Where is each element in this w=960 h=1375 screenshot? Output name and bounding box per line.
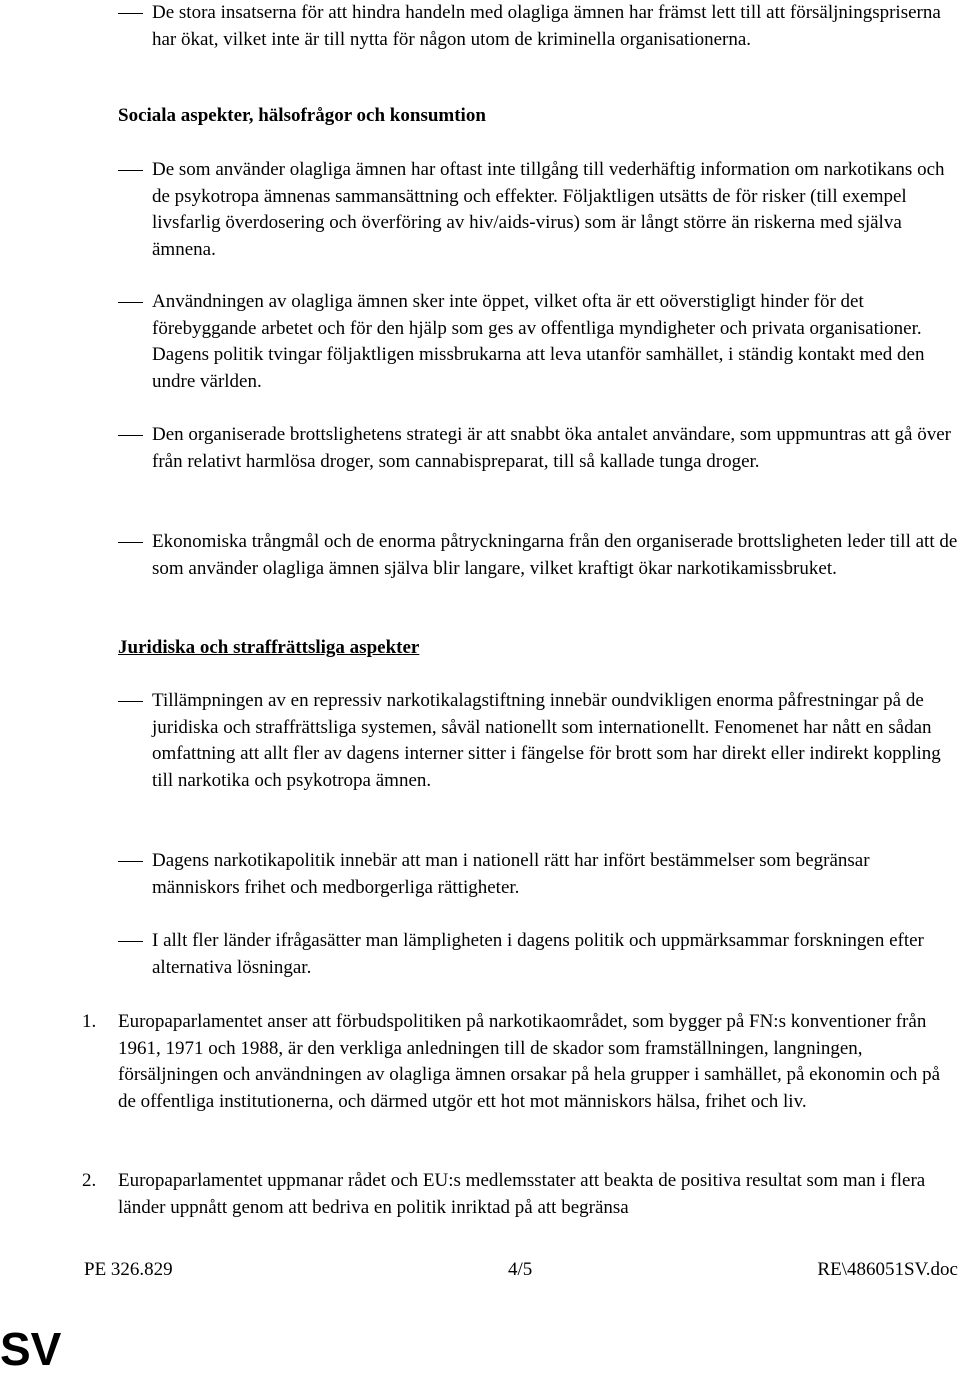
- paragraph-text: De stora insatserna för att hindra handeln med olagliga ämnen har främst lett till att försäljningspriserna har ökat, vilket inte är till nytta för någon utom de kriminella organisationerna.: [152, 2, 941, 50]
- paragraph-number: 2.: [82, 1170, 97, 1191]
- dash-marker: [118, 529, 152, 582]
- dash-item: [118, 289, 958, 395]
- paragraph-text: Ekonomiska trångmål och de enorma påtryckningarna från den organiserade brottsligheten leder till att de som använder olagliga ämnen själva blir langare, vilket kraftigt ökar narkotikamissbruket.: [152, 531, 958, 579]
- numbered-paragraph: [82, 1168, 958, 1221]
- dash-item: [118, 928, 958, 981]
- footer-document-name: RE\486051SV.doc: [817, 1259, 958, 1280]
- section-heading-legal: Juridiska och straffrättsliga aspekter: [118, 637, 420, 658]
- language-tag: SV: [0, 1323, 62, 1375]
- footer-reference: PE 326.829: [84, 1259, 173, 1280]
- paragraph-text: Europaparlamentet anser att förbudspolitiken på narkotikaområdet, som bygger på FN:s konventioner från 1961, 1971 och 1988, är den verkliga anledningen till de skador som framställningen, langningen, försäljningen och användningen av olagliga ämnen orsakar på hela grupper i samhället, på ekonomin och på de offentliga institutionerna, och därmed utgör ett hot mot människors hälsa, frihet och liv.: [118, 1011, 941, 1112]
- numbered-paragraph: [82, 1009, 958, 1115]
- dash-item: [118, 688, 958, 794]
- paragraph-text: Tillämpningen av en repressiv narkotikalagstiftning innebär oundvikligen enorma påfrestningar på de juridiska och straffrättsliga systemen, såväl nationellt som internationellt. Fenomenet har nått en sådan omfattning att allt fler av dagens interner sitter i fängelse för brott som har direkt eller indirekt koppling till narkotika och psykotropa ämnen.: [152, 690, 941, 791]
- paragraph-text: Dagens narkotikapolitik innebär att man i nationell rätt har infört bestämmelser som begränsar människors frihet och medborgerliga rättigheter.: [152, 850, 870, 898]
- paragraph-text: I allt fler länder ifrågasätter man lämpligheten i dagens politik och uppmärksammar forskningen efter alternativa lösningar.: [152, 930, 924, 978]
- dash-marker: [118, 688, 152, 794]
- dash-marker: [118, 0, 152, 53]
- dash-item: [118, 422, 958, 475]
- paragraph-text: Europaparlamentet uppmanar rådet och EU:s medlemsstater att beakta de positiva resultat som man i flera länder uppnått genom att bedriva en politik inriktad på att begränsa: [118, 1170, 926, 1218]
- dash-marker: [118, 157, 152, 263]
- dash-item: [118, 157, 958, 263]
- dash-item: [118, 0, 958, 53]
- paragraph-text: Den organiserade brottslighetens strategi är att snabbt öka antalet användare, som uppmuntras att gå över från relativt harmlösa droger, som cannabispreparat, till så kallade tunga droger.: [152, 424, 951, 472]
- dash-item: [118, 848, 958, 901]
- paragraph-number: 1.: [82, 1011, 97, 1032]
- dash-marker: [118, 928, 152, 981]
- paragraph-text: Användningen av olagliga ämnen sker inte öppet, vilket ofta är ett oöverstigligt hinder för det förebyggande arbetet och för den hjälp som ges av offentliga myndigheter och privata organisationer. Dagens politik tvingar följaktligen missbrukarna att leva utanför samhället, i ständig kontakt med den undre världen.: [152, 291, 925, 392]
- dash-item: [118, 529, 958, 582]
- dash-marker: [118, 422, 152, 475]
- dash-marker: [118, 848, 152, 901]
- dash-marker: [118, 289, 152, 395]
- paragraph-text: De som använder olagliga ämnen har oftast inte tillgång till vederhäftig information om narkotikans och de psykotropa ämnenas sammansättning och effekter. Följaktligen utsätts de för risker (till exempel livsfarlig överdosering och överföring av hiv/aids-virus) som är långt större än riskerna med själva ämnena.: [152, 159, 945, 260]
- page-footer: [84, 1257, 958, 1283]
- footer-page-number: 4/5: [508, 1259, 533, 1280]
- section-heading-social: Sociala aspekter, hälsofrågor och konsumtion: [118, 105, 486, 126]
